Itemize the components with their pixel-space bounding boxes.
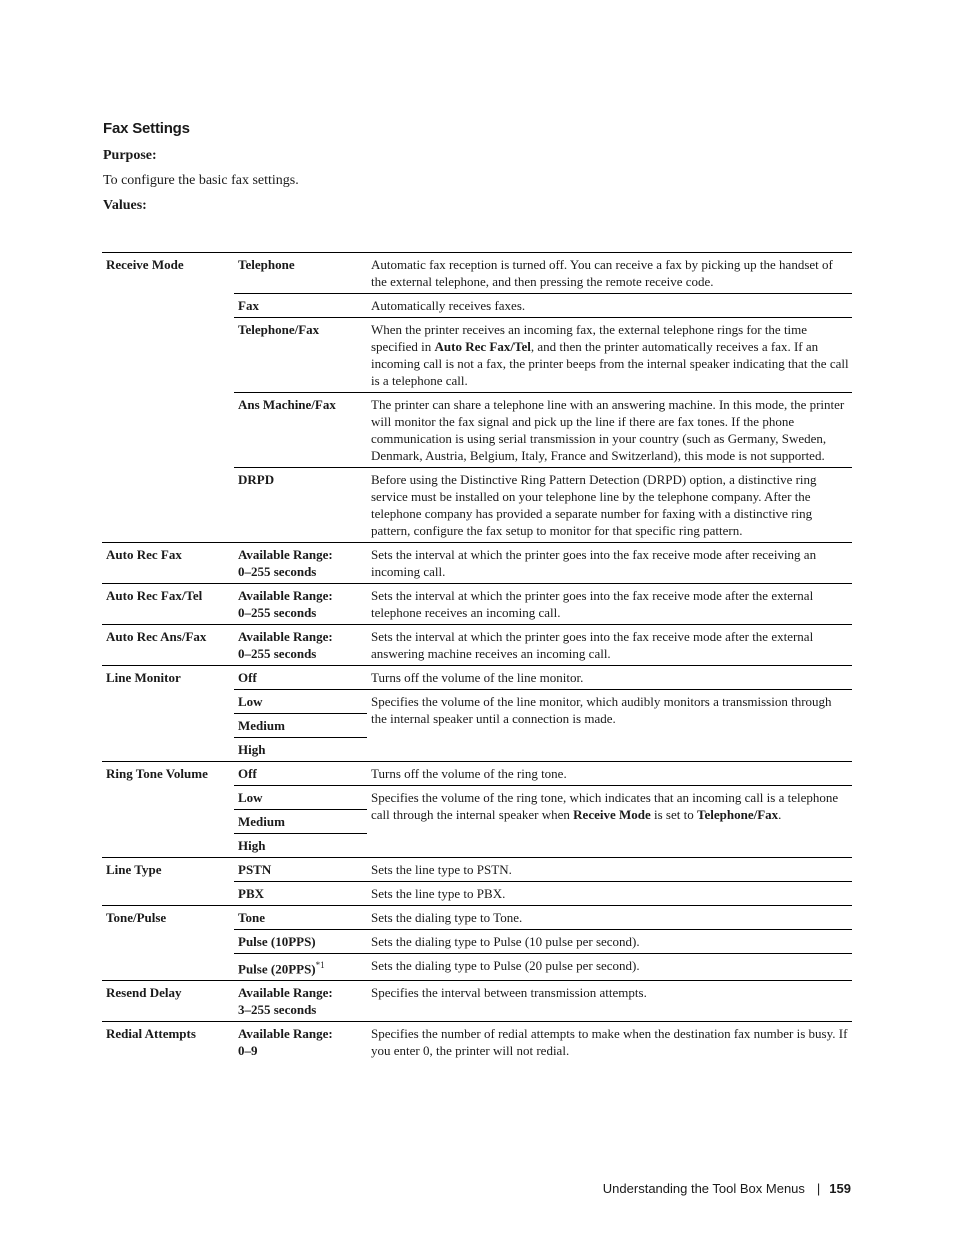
setting-value (234, 543, 367, 584)
desc-text: . (778, 807, 782, 822)
desc-emphasis: Auto Rec Fax/Tel (434, 339, 531, 354)
section-heading: Fax Settings (103, 120, 190, 137)
setting-value: Low (234, 786, 367, 810)
setting-description: Sets the line type to PSTN. (367, 858, 852, 882)
setting-description (367, 786, 852, 858)
range-value: 0–255 seconds (238, 605, 317, 620)
setting-description: Sets the interval at which the printer goes into the fax receive mode after receiving an incoming call. (367, 543, 852, 584)
page-number: 159 (829, 1181, 851, 1196)
setting-name: Resend Delay (102, 981, 234, 1022)
footer-divider: | (816, 1181, 821, 1196)
range-label: Available Range: (238, 588, 333, 603)
setting-description: Specifies the number of redial attempts to make when the destination fax number is busy. If you enter 0, the printer will not redial. (371, 1026, 848, 1059)
purpose-text: To configure the basic fax settings. (103, 173, 299, 188)
setting-value: Medium (234, 810, 367, 834)
setting-description: The printer can share a telephone line with an answering machine. In this mode, the printer will monitor the fax signal and pick up the line if there are fax tones. If the phone communication is using serial transmission in your country (such as Germany, Sweden, Denmark, Austria, Belgium, Italy, France and Switzerland), this mode is not supported. (367, 393, 852, 468)
setting-value: Telephone/Fax (234, 318, 367, 393)
setting-name: Receive Mode (102, 253, 234, 543)
range-value: 0–255 seconds (238, 646, 317, 661)
table-row (102, 906, 852, 930)
setting-name: Line Type (102, 858, 234, 906)
range-label: Available Range: (238, 1026, 333, 1042)
setting-value: PSTN (234, 858, 367, 882)
setting-value: High (234, 834, 367, 858)
range-label: Available Range: (238, 985, 333, 1001)
setting-value: Fax (234, 294, 367, 318)
setting-value: Medium (234, 714, 367, 738)
setting-value: DRPD (234, 468, 367, 543)
purpose-label: Purpose: (103, 148, 157, 163)
value-text: Pulse (20PPS) (238, 961, 316, 977)
desc-text: Specifies the volume of the ring tone, which indicates that an incoming call is a telephone call through the internal speaker when (371, 790, 839, 822)
setting-description: Sets the interval at which the printer goes into the fax receive mode after the external telephone receives an incoming call. (367, 584, 852, 625)
setting-value (234, 954, 367, 981)
setting-value (234, 584, 367, 625)
setting-value: Low (234, 690, 367, 714)
range-value: 3–255 seconds (238, 1002, 317, 1018)
setting-description: Sets the line type to PBX. (367, 882, 852, 906)
setting-value: Telephone (234, 253, 367, 294)
setting-description: Before using the Distinctive Ring Pattern Detection (DRPD) option, a distinctive ring service must be installed on your telephone line by the telephone company. After the telephone company has provided a separate number for faxing with a distinctive ring pattern, configure the fax setup to monitor for that specific ring pattern. (367, 468, 852, 543)
setting-description (367, 318, 852, 393)
setting-name: Auto Rec Ans/Fax (102, 625, 234, 666)
setting-description: Sets the dialing type to Tone. (367, 906, 852, 930)
table-row (102, 981, 852, 1022)
setting-name: Line Monitor (102, 666, 234, 762)
footnote-marker: *1 (315, 960, 325, 970)
range-label: Available Range: (238, 629, 333, 644)
setting-description: Turns off the volume of the ring tone. (367, 762, 852, 786)
range-value: 0–255 seconds (238, 564, 317, 579)
setting-value (234, 625, 367, 666)
table-row (102, 253, 852, 294)
setting-description: Specifies the volume of the line monitor, which audibly monitors a transmission through the internal speaker until a connection is made. (367, 690, 852, 762)
setting-description: Automatic fax reception is turned off. You can receive a fax by picking up the handset of the external telephone, and then pressing the remote receive code. (367, 253, 852, 294)
setting-value: High (234, 738, 367, 762)
fax-settings-table (102, 252, 852, 1062)
setting-name: Redial Attempts (106, 1026, 196, 1042)
desc-emphasis: Receive Mode (573, 807, 651, 822)
table-row (102, 762, 852, 786)
setting-value (234, 1022, 367, 1063)
page-footer (603, 1181, 851, 1196)
setting-value: Pulse (10PPS) (234, 930, 367, 954)
setting-name: Tone/Pulse (102, 906, 234, 981)
setting-description: Specifies the interval between transmission attempts. (367, 981, 852, 1022)
desc-text: When the printer receives an incoming fax, the external telephone rings for the time specified in (371, 322, 808, 354)
table-row (102, 543, 852, 584)
setting-description: Sets the dialing type to Pulse (10 pulse per second). (367, 930, 852, 954)
setting-name: Auto Rec Fax/Tel (102, 584, 234, 625)
setting-value (234, 981, 367, 1022)
table-row (102, 1022, 852, 1063)
table-row (102, 666, 852, 690)
table-row (102, 584, 852, 625)
setting-value: Off (234, 762, 367, 786)
setting-description: Turns off the volume of the line monitor. (367, 666, 852, 690)
setting-value: Off (234, 666, 367, 690)
desc-emphasis: Telephone/Fax (697, 807, 779, 822)
setting-value: Ans Machine/Fax (234, 393, 367, 468)
setting-name: Ring Tone Volume (102, 762, 234, 858)
setting-value: PBX (234, 882, 367, 906)
desc-text: is set to (650, 807, 697, 822)
values-label: Values: (103, 198, 147, 213)
setting-description: Sets the interval at which the printer goes into the fax receive mode after the external answering machine receives an incoming call. (367, 625, 852, 666)
setting-description: Automatically receives faxes. (367, 294, 852, 318)
setting-description: Sets the dialing type to Pulse (20 pulse per second). (367, 954, 852, 981)
setting-name: Auto Rec Fax (102, 543, 234, 584)
desc-text: , and then the printer automatically receives a fax. If an incoming call is not a fax, the printer beeps from the internal speaker indicating that the call is a telephone call. (371, 339, 849, 388)
table-row (102, 625, 852, 666)
setting-value: Tone (234, 906, 367, 930)
range-label: Available Range: (238, 547, 333, 562)
table-row (102, 858, 852, 882)
range-value: 0–9 (238, 1043, 258, 1059)
footer-section-title: Understanding the Tool Box Menus (602, 1181, 805, 1196)
